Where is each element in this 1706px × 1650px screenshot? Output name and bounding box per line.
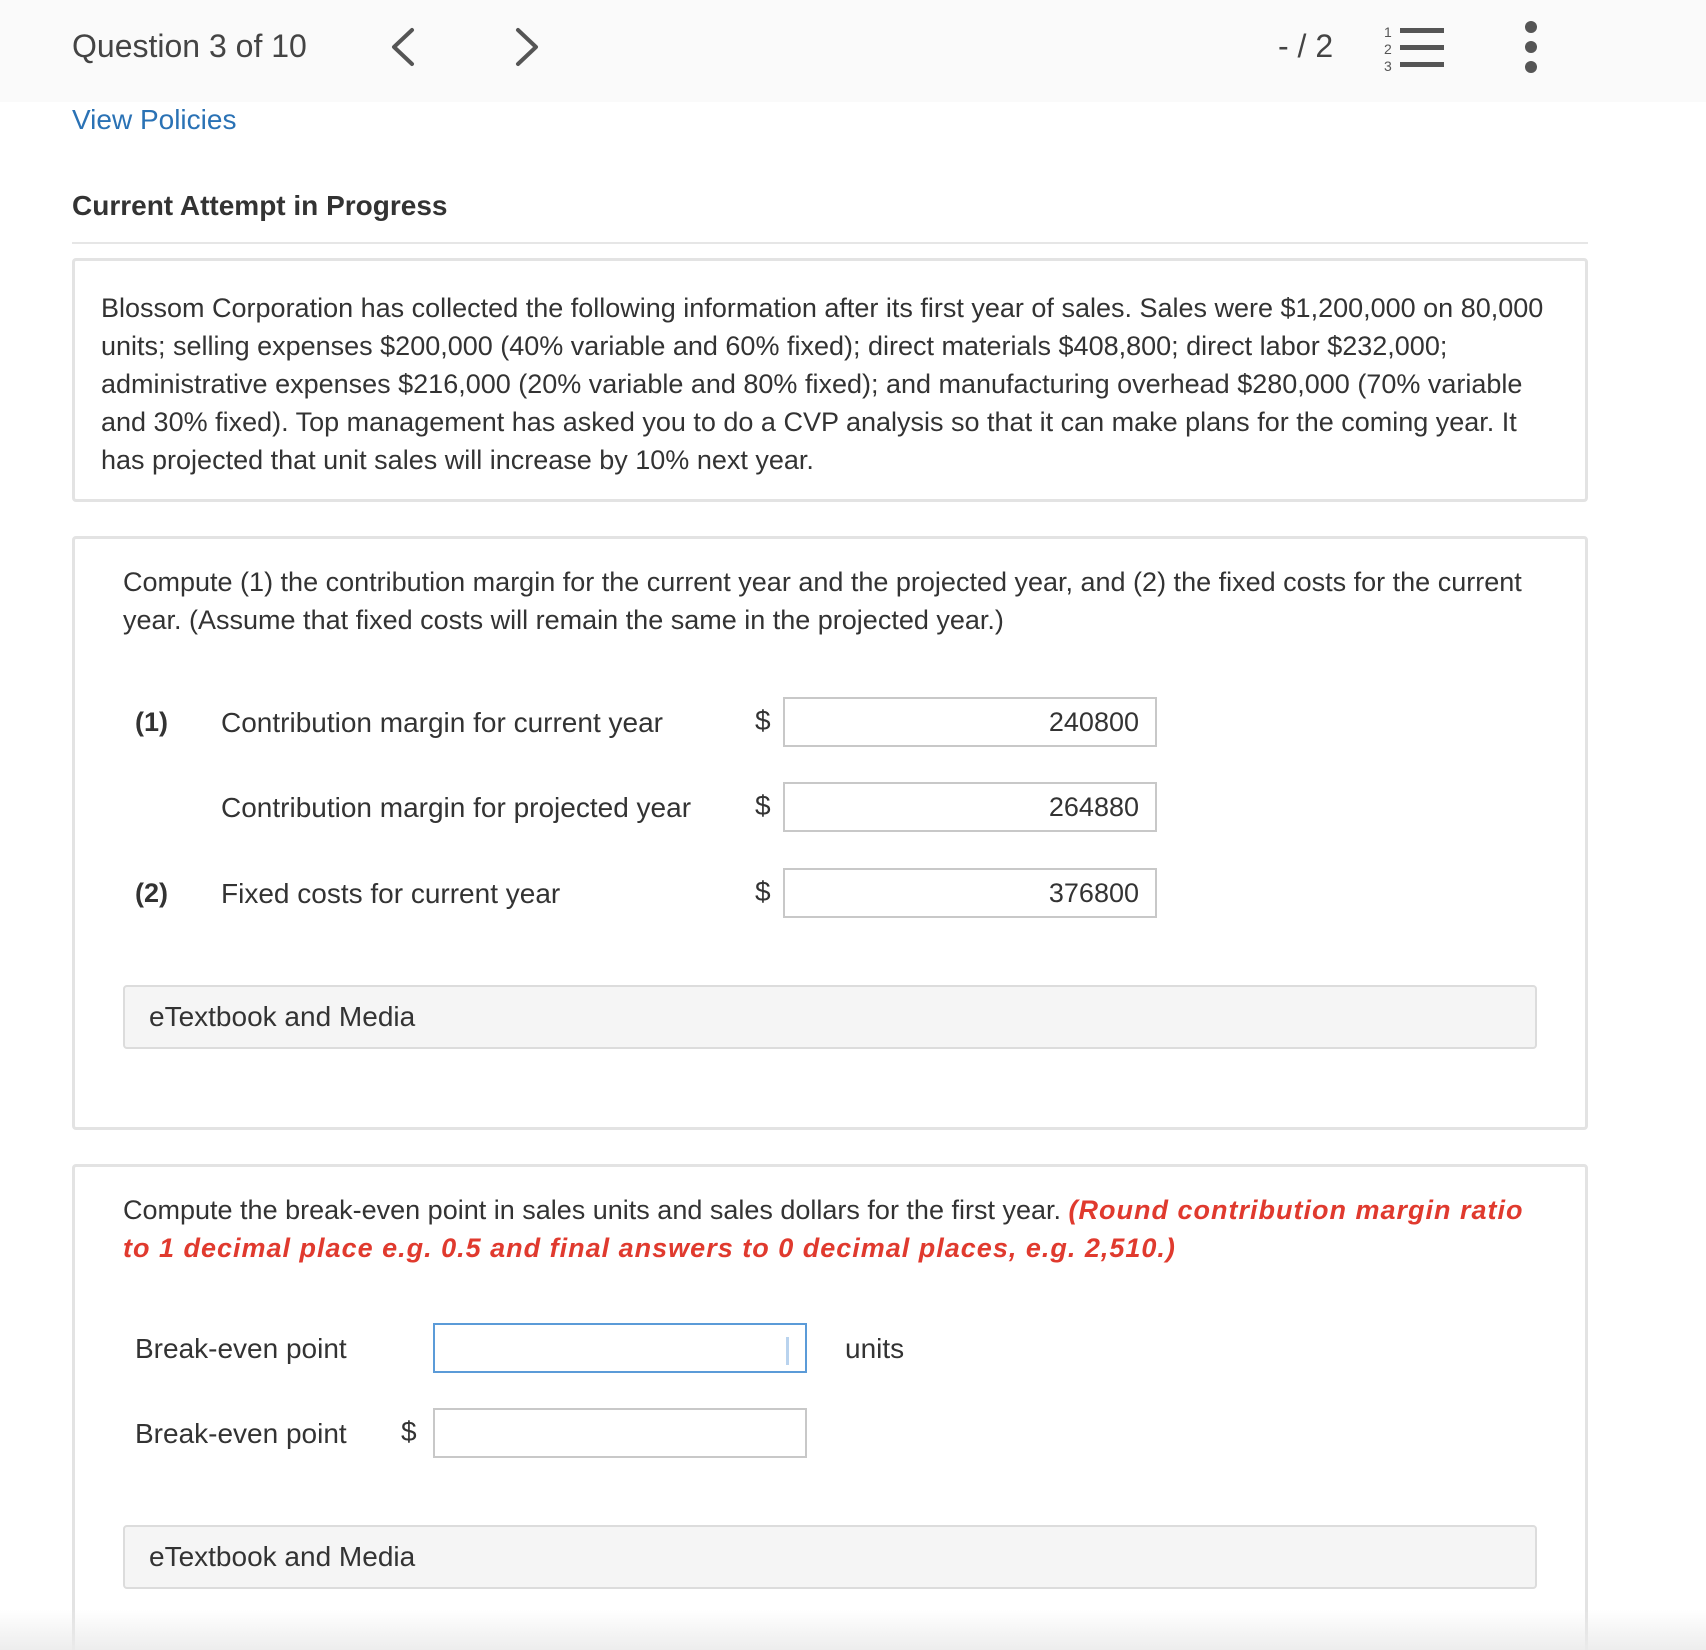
rounding-note: (Round contribution margin ratio to 1 decimal place e.g. 0.5 and final answers to 0 decimal places, e.g. 2,510.): [123, 1195, 1524, 1263]
svg-text:2: 2: [1384, 41, 1392, 57]
part1-card: [72, 536, 1588, 1130]
part2-card: [72, 1164, 1588, 1650]
text-caret: [786, 1337, 789, 1365]
row-label-cm-projected: Contribution margin for projected year: [221, 792, 692, 823]
scroll-fade: [0, 1610, 1706, 1650]
cm-current-input[interactable]: 240800: [783, 697, 1157, 747]
etextbook-media-label: eTextbook and Media: [149, 1541, 416, 1572]
top-bar: [0, 0, 1706, 102]
currency-symbol: $: [755, 790, 771, 821]
row-number: (1): [135, 707, 168, 737]
part2-instructions: [123, 1191, 1543, 1267]
row-label-fixed-costs: Fixed costs for current year: [221, 878, 561, 909]
break-even-dollars-label: Break-even point: [135, 1418, 347, 1449]
more-vertical-icon[interactable]: [1516, 18, 1546, 76]
etextbook-media-button[interactable]: [123, 1525, 1537, 1589]
view-policies-link[interactable]: View Policies: [72, 104, 237, 135]
section-divider: [72, 242, 1588, 244]
break-even-dollars-input[interactable]: [433, 1408, 807, 1458]
cm-projected-input[interactable]: 264880: [783, 782, 1157, 832]
currency-symbol: $: [755, 876, 771, 907]
chevron-right-icon[interactable]: [506, 22, 546, 72]
part2-instruction-text: Compute the break-even point in sales units and sales dollars for the first year.: [123, 1195, 1061, 1225]
svg-text:3: 3: [1384, 58, 1392, 74]
currency-symbol: $: [401, 1416, 417, 1447]
svg-text:1: 1: [1384, 24, 1392, 40]
break-even-units-label: Break-even point: [135, 1333, 347, 1364]
numbered-list-icon[interactable]: [1380, 22, 1448, 74]
fixed-costs-input[interactable]: 376800: [783, 868, 1157, 918]
problem-statement: Blossom Corporation has collected the following information after its first year of sales. Sales were $1,200,000 on 80,000 units; selling expenses $200,000 (40% variable and 60% fixed); direct materials $408,800; direct labor $232,000; administrative expenses $216,000 (20% variable and 80% fixed); and manufacturing overhead $280,000 (70% variable and 30% fixed). Top management has asked you to do a CVP analysis so that it can make plans for the coming year. It has projected that unit sales will increase by 10% next year.: [101, 293, 1544, 475]
units-label: units: [845, 1333, 905, 1364]
question-counter: Question 3 of 10: [72, 28, 307, 64]
etextbook-media-label: eTextbook and Media: [149, 1001, 416, 1032]
part1-instructions: Compute (1) the contribution margin for the current year and the projected year, and (2) the fixed costs for the current year. (Assume that fixed costs will remain the same in the projected year.): [123, 567, 1522, 635]
row-number: (2): [135, 878, 168, 908]
etextbook-media-button[interactable]: [123, 985, 1537, 1049]
attempt-status-heading: Current Attempt in Progress: [72, 190, 448, 221]
chevron-left-icon[interactable]: [384, 22, 424, 72]
row-label-cm-current: Contribution margin for current year: [221, 707, 663, 738]
currency-symbol: $: [755, 705, 771, 736]
break-even-units-input[interactable]: [433, 1323, 807, 1373]
score-display: - / 2: [1278, 28, 1334, 64]
problem-card: [72, 258, 1588, 502]
